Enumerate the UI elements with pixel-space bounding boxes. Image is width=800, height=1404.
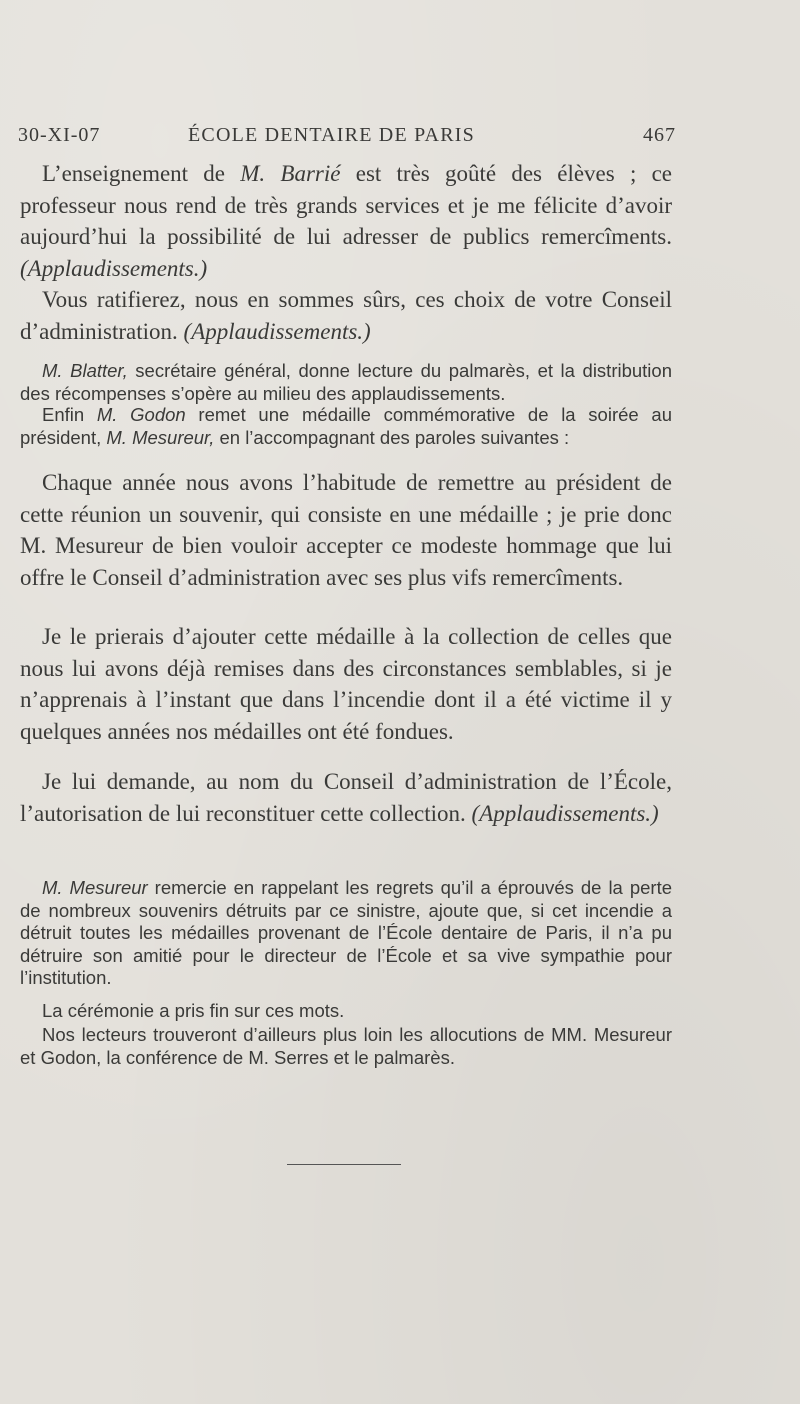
text-run: en l’accompagnant des paroles suivantes : [214, 426, 570, 448]
person-name: M. Barrié [240, 161, 341, 186]
text-run: remet une médaille commémorative de la soirée au président, [20, 404, 672, 448]
person-name: M. Mesureur [42, 877, 148, 898]
paragraph-ratify [20, 284, 672, 347]
applause-note: (Applaudissements.) [183, 318, 371, 344]
paragraph-speech-collection: Je le prierais d’ajouter cette médaille à la collection de celles que nous lui avons déjà remises dans des circonstances semblables, si je n’apprenais à l’instant que dans l’incendie dont il a été victime il y quelques années nos médailles ont été fondues. [20, 624, 672, 744]
paragraph-barrie [20, 158, 672, 284]
header-title: ÉCOLE DENTAIRE DE PARIS [188, 124, 475, 146]
paragraph-readers-note: Nos lecteurs trouveront d’ailleurs plus loin les allocutions de MM. Mesureur et Godon, la conférence de M. Serres et le palmarès. [20, 1024, 672, 1068]
text-run: Je lui demande, au nom du Conseil d’administration de l’École, l’autorisation de lui reconstituer cette collection. [20, 769, 672, 826]
text-run: est très goûté des élèves ; ce professeur nous rend de très grands services et je me félicite d’avoir aujourd’hui la possibilité de lui adresser de publics remercîments. [20, 161, 673, 249]
text-run: L’enseignement de [42, 161, 241, 186]
text-run: secrétaire général, donne lecture du palmarès, et la distribution des récompenses s’opère au milieu des applaudissements. [20, 360, 672, 404]
text-run: remercie en rappelant les regrets qu’il a éprouvés de la perte de nombreux souvenirs détruits par ce sinistre, ajoute que, si cet incendie a détruit toutes les médailles provenant de l’École dentaire de Paris, il n’a pu détruire son amitié pour le directeur de l’École et sa vive sympathie pour l’institution. [20, 877, 673, 989]
text-run: Vous ratifierez, nous en sommes sûrs, ces choix de votre Conseil d’administration. [20, 287, 672, 344]
section-divider [287, 1164, 401, 1165]
applause-note: (Applaudissements.) [471, 800, 659, 826]
paragraph-speech-medal: Chaque année nous avons l’habitude de remettre au président de cette réunion un souvenir, qui consiste en une médaille ; je prie donc M. Mesureur de bien vouloir accepter ce modeste hommage que lui offre le Conseil d’administration avec ses plus vifs remercîments. [20, 470, 672, 590]
paragraph-speech-request [20, 766, 672, 829]
paragraph-blatter [20, 360, 672, 405]
page-number: 467 [643, 124, 676, 146]
text-run: Enfin [42, 404, 97, 425]
running-header [18, 124, 676, 152]
paragraph-mesureur [20, 877, 672, 990]
person-name: M. Godon [96, 404, 186, 425]
applause-note: (Applaudissements.) [20, 255, 208, 281]
paragraph-ceremony-end: La cérémonie a pris fin sur ces mots. [42, 1000, 345, 1021]
paragraph-godon [20, 404, 672, 449]
person-name: M. Blatter, [42, 360, 128, 381]
person-name: M. Mesureur, [106, 426, 215, 448]
header-date: 30-XI-07 [18, 124, 101, 146]
